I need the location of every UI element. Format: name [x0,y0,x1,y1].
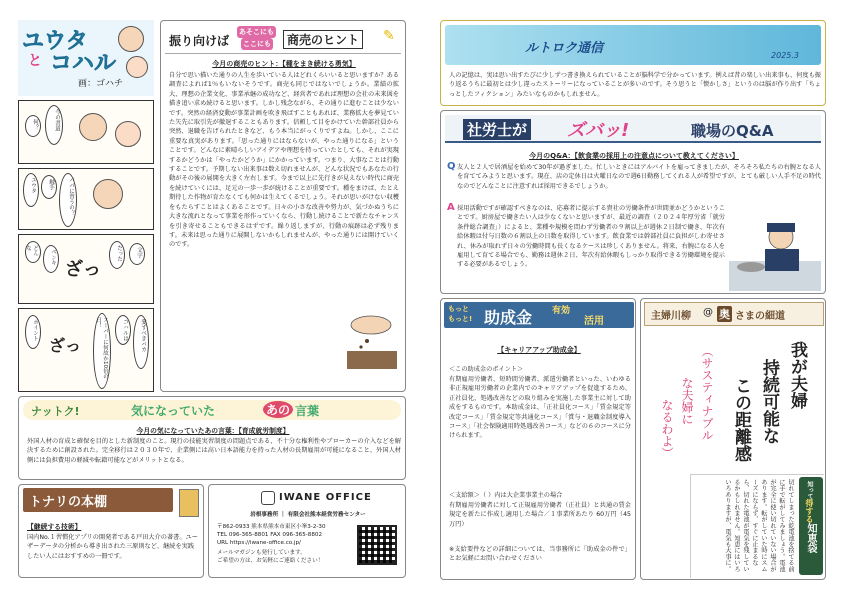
hint-section [160,20,406,392]
character-icon [115,121,141,147]
office-mail-note: メールマガジンも発行しています。 [217,550,306,556]
yuta-face-icon [118,26,144,52]
manga-bubble: 触手 [41,175,57,199]
sharoushi-header-emph: ズバッ! [567,120,630,141]
office-mail-note-2: ご希望の方は、お気軽にご連絡ください！ [217,558,324,564]
senryu-header-suffix: さまの細道 [735,311,785,322]
seed-hand-illustration [337,311,399,371]
rutoroku-header [445,25,821,65]
book-cover-image [179,489,199,517]
senryu-note-line: なるわよ） [660,399,674,459]
senryu-note-line: （サスティナブル [700,345,714,441]
hint-body: 自分で思い描いた通りの人生を歩いている人はどれくらいいると思いますか？ある調査によれば1％もいないそうです。商売も同じではないでしょうか。業績の拡大、理想の企業文化、事業承継の成功など、経営者であれば理想の会社の未来図を描き追い求め続けると思います。しかし残念ながら、その通りに進むことは少ないです。突然の経済変動が事業計画を吹き飛ばすこともあれば、業務拡大を夢見ていた矢先に取引先が撤退することもあります。信頼して目をかけていた幹部社員から突然、退職を告げられたときなど、もう本当にがっくりですよね。しかし、ここに重要な真実があります。「思った通りにはならないが、やった通りになる」ということです。どんなに素晴らしいアイデアや理想を持っていたとしても、それが実現するかどうかは「やったかどうか」にかかっています。つまり、大事なことは行動することです。予期しない出来事は数え切れませんが、どんな状況でもあなたの行動がその後の展開を大きく左右します。今まで以上に先行きが見えない時代に商売を続けていくには、足元の一歩一歩が続けることが重要です。種をまけば、たとえ期待した作物が育たなくても何かは生えてくるでしょう。それが思いがけない収穫をもたらすことはよくあることです。日々の小さな改善や努力が、気づかぬうちに大きな流れとなって事業を形作っていくなら、行動し続けることで新たなチャンスを引き寄せることもできるはずです。繰り返しますが、行動の痕跡は必ず残ります。未来は思った通りに展開しないかもしれませんが、やった通りには開けていくのです。 [169,72,399,249]
answer-mark-icon: A [447,202,455,213]
chie-badge-top: 知って [806,481,813,499]
sharoushi-header-prefix: 社労士が [463,119,531,140]
josei-header-main: 助成金 [484,308,533,327]
senryu-header [644,302,824,326]
tonari-section [18,484,204,578]
manga-panel-4 [18,308,154,392]
josei-body: 有期雇用労働者、短時間労働者、派遣労働者といった、いわゆる非正規雇用労働者の企業内でのキャリアアップを促進するため、正社員化、処遇改善などの取り組みを実施した事業主に対して助成をするものです。本助成金は、「正社員化コース」「賃金規定等改定コース」「賃金規定等共通化コース」「賞与・退職金制度導入コース」「社会保険適用時処遇改善コース」などの６のコースに分けられます。 [449,376,631,440]
manga-sfx: ざっ [49,336,82,355]
chie-badge [799,477,823,575]
senryu-header-prefix: 主婦川柳 [651,311,691,322]
office-url[interactable]: URL https://iwane-office.co.jp/ [217,540,301,546]
natto-header [23,400,401,420]
koharu-face-icon [126,56,148,78]
natto-header-main: ナットク! [31,405,80,418]
sharoushi-subtitle: 今月のQ&A：【飲食業の採用上の注意点について教えてください】 [529,152,739,160]
manga-sfx: ざっ [65,259,101,280]
josei-section [440,298,636,580]
manga-bubble: 今の書道 [45,105,63,145]
manga-bubble: ペンキ [43,245,59,273]
natto-body: 外国人材の育成と確保を目的とした新制度のこと。現行の技能実習制度の問題点である、不十分な権利性やブローカーの介入などを解決するために創設された。完全移行は２０３０年で、企業側には高い日本語能力を持った人材の長期雇用が可能になること、外国人材側には負担費用の軽減や転籍可能などがメリットとなる。 [27,438,401,464]
office-logo-icon [261,491,275,505]
senryu-note-line: な夫婦に [680,377,694,425]
senryu-poem-line: 我が夫婦 [787,341,807,409]
rutoroku-body: 人の記憶は、実は思い出すたびに少しずつ書き換えられていることが脳科学で分かっています。例えば昔の楽しい出来事も、何度も振り返るうちに最初とは少し違ったストーリーになっていることが多いのです。そう思うと「懐かしさ」というのは脳が作り出す「ちょっとしたフィクション」みたいなものかもしれません。 [449,72,821,98]
hint-badge-bottom: ここにも [243,40,271,48]
manga-bubble: 愛すべきバカ [133,315,149,369]
chef-illustration [729,211,821,291]
josei-header-tag1: 有効 [552,306,571,316]
natto-header-highlight: あの [263,401,293,418]
manga-title-and: と [28,53,42,69]
hint-subtitle: 今月の商売のヒント：【種をまき続ける勇気】 [212,60,356,68]
tonari-subtitle: 【継続する技術】 [27,523,82,531]
josei-example-title: ＜支給額＞（ ）内は大企業事業主の場合 [449,492,563,499]
chie-body: 切れてしまった乾電池を捨てる前に手で転がしてみましょう。電池が完全に使い切れていない場合があります。転がしていた時にスムーズにならず、すぐに止まるなら、切れた電池が電気を残しているかもしれません。知恵にはいろいろありますが、電気も大事に。 [724,479,794,572]
senryu-header-oku: 奥 [719,308,730,321]
rutoroku-section [440,20,826,106]
manga-credit: 画：ゴハチ [78,79,124,89]
josei-header-tag2: 活用 [584,316,604,327]
manga-strip [18,20,154,392]
qr-code-icon[interactable] [357,525,397,565]
manga-title-line1: ユウタ [22,29,88,54]
josei-example: 有期雇用労働者に対して正規雇用労働者（正社員）と共通の賃金規定を新たに作成し適用した場合／１事業所あたり 60万円（45万円） [449,502,631,528]
question-mark-icon: Q [447,161,456,172]
josei-note: ※支給要件などの詳細については、当事務所に「助成金の件で」とお気軽にお問い合わせください [449,546,631,563]
manga-bubble: スーパーに何故か10倍の日！ [93,313,111,389]
natto-header-mid: 気になっていた [131,404,216,418]
tonari-header-text: トナリの本棚 [29,495,108,510]
senryu-header-at: @ [703,307,713,318]
chie-badge-main: 知恵袋 [805,523,816,553]
sharoushi-section [440,110,826,294]
manga-bubble: 文字 [129,243,145,265]
character-icon [79,113,107,141]
question-body: 友人と２人で居酒屋を始めて30年が過ぎました。忙しいときにはアルバイトを雇ってきましたが、そろそろ私たちの右腕となる人を育ててみようと思います。現在、店の定休日は火曜日なので週6日勤務してくれる人が希望ですが、とても厳しい人手不足の時代なのでどんなことに注意すれば採用できるでしょうか。 [457,164,821,190]
rutoroku-date: 2025.3 [771,51,799,60]
manga-bubble: 何？ [25,115,41,137]
rutoroku-title: ルトロク通信 [525,41,604,56]
manga-panel-2 [18,168,154,230]
chie-section [690,474,824,578]
sharoushi-header-suffix: 職場のQ&A [691,122,774,140]
manga-bubble: パパに習うの？ [59,173,77,227]
office-tel: TEL 096-365-8801 FAX 096-365-8802 [217,532,323,538]
josei-header [444,302,634,328]
manga-panel-1 [18,100,154,164]
manga-title [18,20,154,96]
manga-panel-3 [18,234,154,304]
office-section [208,484,406,578]
hint-header-prefix: 振り向けば [169,34,230,48]
office-org: 岩根事務所 ｜ 有限会社熊本経営労務センター [250,512,366,518]
senryu-poem-line: この距離感 [731,377,751,462]
josei-header-pre1: もっと [448,305,469,313]
tonari-body: 国内No.１習慣化アプリの開発者である戸田大介の著書。ユーザーデータの分析から導き出された三原則など、継続を実践したい人にはおすすめの一冊です。 [27,534,198,560]
natto-section [18,396,406,480]
josei-header-pre2: もっと! [448,315,473,323]
character-icon [93,179,123,209]
manga-bubble: コハルは [115,315,131,345]
natto-subtitle: 今月の気になっていたあの言葉：【育成就労制度】 [136,427,290,435]
manga-bubble: どんな [25,241,41,263]
answer-body: 採用活動ですが確認すべきなのは、応募者に提示する貴社の労働条件が世間並かどうかということです。厨房屋で働きたい人は少なくないと思いますが、最近の調査（２０２４年厚労省「就労条件総合調査」）によると、業種や規模を問わず労働者の９割以上が週休２日制で働き、年次有給休暇は付与日数の６割以上の日数を取得しています。飲食業では幹部社員に負担がしわ寄せされ、休みが取れず日々の労働時間も長くなるケースは珍しくありません。将来、右腕になる人を雇用して育てる場合でも、勤務は週休２日、年次有給休暇もしっかり取得できる労働環境を提示する必要があるでしょう。 [457,205,725,269]
office-logo-text: IWANE OFFICE [279,492,372,503]
chie-badge-mid: 得する [805,499,814,523]
senryu-poem-line: 持続可能な [759,359,779,444]
lightbulb-icon: ✎ [383,28,395,44]
hint-badge-top: あそこにも [239,28,274,36]
manga-bubble: ポイント [25,315,41,349]
manga-bubble: だった [109,241,125,269]
office-address: 〒862-0933 熊本県熊本市東区小峯3-2-30 [217,524,326,530]
tonari-header [23,488,173,512]
natto-header-end: 言葉 [295,404,320,418]
hint-header-suffix: 商売のヒント [283,30,363,49]
josei-subtitle: 【キャリアアップ助成金】 [497,346,581,354]
manga-title-line2: コハル [50,51,117,76]
josei-point-title: ＜この助成金のポイント＞ [449,366,524,373]
manga-bubble: ユウタ [23,173,39,207]
hint-header [165,24,401,54]
sharoushi-header [445,115,821,143]
